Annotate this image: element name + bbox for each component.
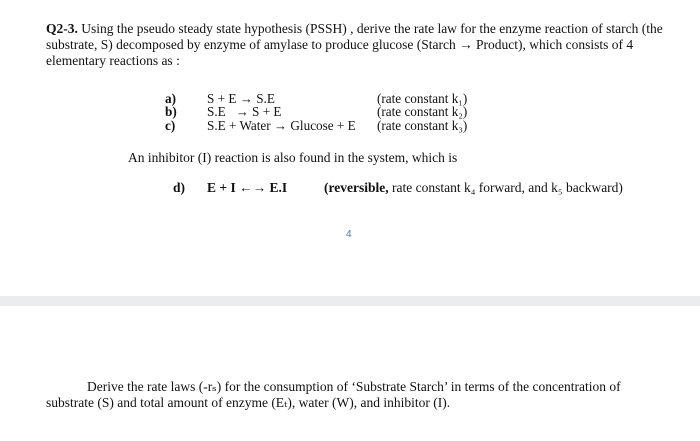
reaction-a-rate: (rate constant k₁) bbox=[377, 91, 468, 106]
reaction-b-rate: (rate constant k₂) bbox=[377, 104, 468, 119]
reaction-b-equation: S.E → S + E bbox=[207, 104, 282, 119]
page-number: 4 bbox=[346, 229, 352, 240]
question-paragraph bbox=[46, 21, 666, 69]
task-text: Derive the rate laws (-rₛ) for the consumption of ‘Substrate Starch’ in terms of the concentration of substrate (S) and total amount of enzyme (Eₜ), water (W), and inhibitor (I). bbox=[46, 379, 621, 410]
reaction-c-equation: S.E + Water → Glucose + E bbox=[207, 118, 356, 133]
reaction-a-equation: S + E → S.E bbox=[207, 91, 275, 106]
reaction-c-rate: (rate constant k₃) bbox=[377, 118, 468, 133]
task-paragraph bbox=[46, 379, 666, 411]
reaction-d-note bbox=[324, 180, 623, 196]
reaction-d-note-rest: rate constant k₄ forward, and k₅ backward) bbox=[388, 180, 623, 195]
task-card bbox=[0, 306, 700, 441]
reaction-d-equation: E + I ←→ E.I bbox=[207, 180, 288, 195]
inhibitor-intro: An inhibitor (I) reaction is also found in the system, which is bbox=[128, 150, 458, 165]
reaction-c-label: c) bbox=[165, 118, 176, 133]
reaction-b-label: b) bbox=[165, 104, 177, 119]
question-text: Using the pseudo steady state hypothesis (PSSH) , derive the rate law for the enzyme reaction of starch (the substrate, S) decomposed by enzyme of amylase to produce glucose (Starch → Product), which consists of 4 elementary reactions as : bbox=[46, 21, 663, 68]
question-number: Q2-3. bbox=[46, 21, 78, 36]
reaction-d-note-bold: (reversible, bbox=[324, 180, 389, 195]
reaction-a-label: a) bbox=[165, 91, 176, 106]
reaction-d-label: d) bbox=[173, 180, 186, 195]
